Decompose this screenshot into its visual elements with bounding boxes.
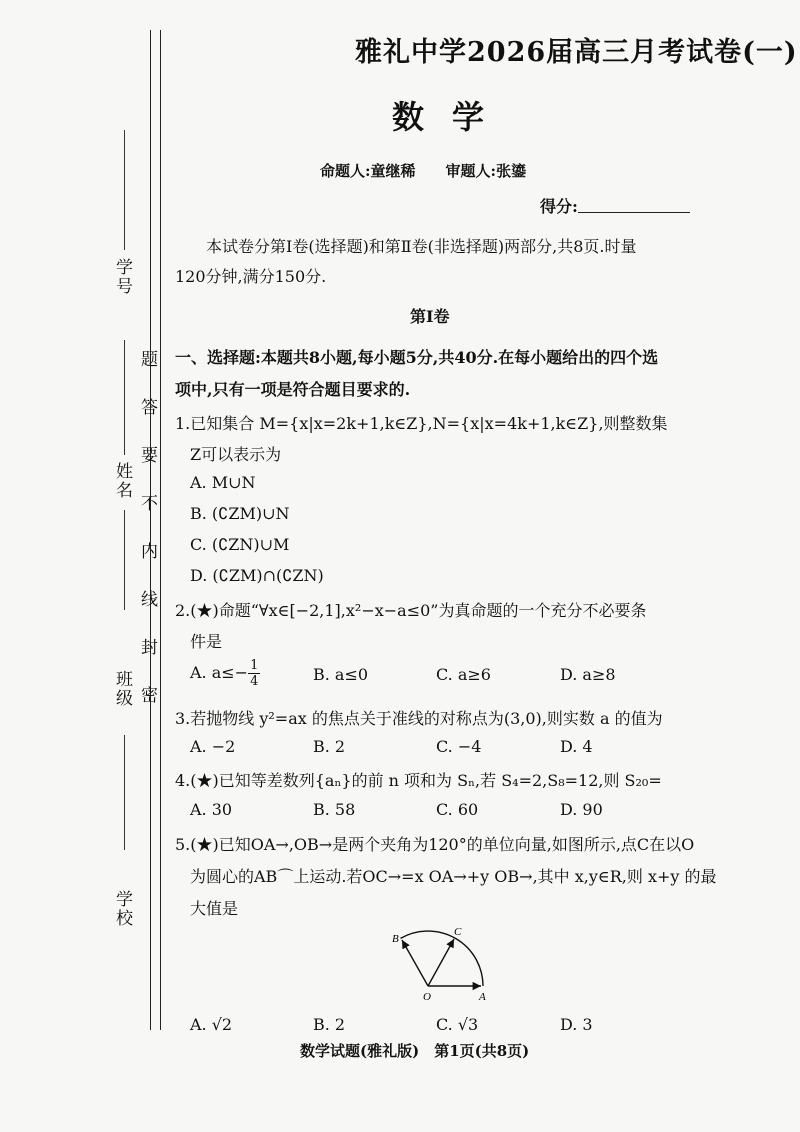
seal-char-1: 题 xyxy=(141,350,158,370)
q3-stem: 3.若抛物线 y²=ax 的焦点关于准线的对称点为(3,0),则实数 a 的值为 xyxy=(175,709,663,728)
q3-option-a[interactable]: A. −2 xyxy=(190,737,236,756)
q4-option-d[interactable]: D. 90 xyxy=(560,800,603,819)
q2-option-a-num: 1 xyxy=(250,658,259,673)
vector-ob xyxy=(402,940,428,986)
q2-option-a-fraction xyxy=(248,658,260,689)
seal-char-8: 密 xyxy=(141,686,158,706)
q4-option-a[interactable]: A. 30 xyxy=(190,800,233,819)
intro-line-1: 本试卷分第Ⅰ卷(选择题)和第Ⅱ卷(非选择题)两部分,共8页.时量 xyxy=(206,237,637,256)
class-name-gap-field[interactable] xyxy=(124,510,125,610)
q3-option-c[interactable]: C. −4 xyxy=(436,737,482,756)
q1-stem-2: Z可以表示为 xyxy=(190,445,282,464)
q4-stem: 4.(★)已知等差数列{aₙ}的前 n 项和为 Sₙ,若 S₄=2,S₈=12,则 S₂₀= xyxy=(175,771,662,790)
part1-instruction-2: 项中,只有一项是符合题目要求的. xyxy=(175,380,411,399)
authors-line: 命题人:童继稀 审题人:张鎏 xyxy=(320,162,527,180)
class-label: 班级 xyxy=(112,670,132,708)
q5-stem-1: 5.(★)已知OA→,OB→是两个夹角为120°的单位向量,如图所示,点C在以O xyxy=(175,835,695,854)
vector-oc xyxy=(428,939,454,986)
binding-line-outer xyxy=(150,30,151,1030)
school-label: 学校 xyxy=(112,890,132,928)
q1-option-b[interactable]: B. (∁ZM)∪N xyxy=(190,504,290,523)
student-id-label: 学号 xyxy=(112,258,132,296)
q1-stem-1: 1.已知集合 M={x|x=2k+1,k∈Z},N={x|x=4k+1,k∈Z},则整数集 xyxy=(175,414,668,433)
q4-option-c[interactable]: C. 60 xyxy=(436,800,479,819)
q5-option-c[interactable]: C. √3 xyxy=(436,1015,479,1034)
name-field[interactable] xyxy=(124,340,125,455)
q1-option-a[interactable]: A. M∪N xyxy=(190,473,256,492)
student-id-field[interactable] xyxy=(124,130,125,250)
seal-char-5: 内 xyxy=(141,542,158,562)
q5-option-b[interactable]: B. 2 xyxy=(313,1015,346,1034)
q3-option-b[interactable]: B. 2 xyxy=(313,737,346,756)
q3-option-d[interactable]: D. 4 xyxy=(560,737,593,756)
seal-char-7: 封 xyxy=(141,638,158,658)
label-o: O xyxy=(423,991,431,1003)
part1-instruction-1: 一、选择题:本题共8小题,每小题5分,共40分.在每小题给出的四个选 xyxy=(175,348,659,367)
q2-option-a-den: 4 xyxy=(250,674,259,689)
score-label: 得分: xyxy=(540,197,578,216)
binding-line-inner xyxy=(160,30,161,1030)
seal-char-6: 线 xyxy=(141,590,158,610)
q2-option-a-prefix: A. a≤− xyxy=(190,663,249,682)
seal-char-3: 要 xyxy=(141,446,158,466)
q5-stem-2: 为圆心的AB⌒上运动.若OC→=x OA→+y OB→,其中 x,y∈R,则 x+y 的最 xyxy=(190,867,717,886)
q2-stem-1: 2.(★)命题“∀x∈[−2,1],x²−x−a≤0”为真命题的一个充分不必要条 xyxy=(175,601,647,620)
seal-char-2: 答 xyxy=(141,398,158,418)
q2-option-c[interactable]: C. a≥6 xyxy=(436,665,491,684)
q5-option-d[interactable]: D. 3 xyxy=(560,1015,593,1034)
page-footer: 数学试题(雅礼版) 第1页(共8页) xyxy=(300,1042,530,1060)
q5-stem-3: 大值是 xyxy=(190,899,239,918)
intro-line-2: 120分钟,满分150分. xyxy=(175,267,327,286)
part1-title: 第Ⅰ卷 xyxy=(410,307,450,326)
q1-option-d[interactable]: D. (∁ZM)∩(∁ZN) xyxy=(190,566,324,585)
label-a: A xyxy=(479,991,486,1003)
q2-stem-2: 件是 xyxy=(190,632,223,651)
label-b: B xyxy=(392,933,399,945)
q5-figure xyxy=(378,920,508,1010)
subject-title: 数学 xyxy=(392,98,513,136)
exam-title: 雅礼中学2026届高三月考试卷(一) xyxy=(355,37,798,68)
q2-option-d[interactable]: D. a≥8 xyxy=(560,665,616,684)
name-label: 姓名 xyxy=(112,462,132,500)
score-field[interactable] xyxy=(578,212,690,213)
label-c: C xyxy=(454,926,462,938)
q4-option-b[interactable]: B. 58 xyxy=(313,800,356,819)
class-field[interactable] xyxy=(124,735,125,850)
q5-option-a[interactable]: A. √2 xyxy=(190,1015,233,1034)
q2-option-a[interactable] xyxy=(190,658,260,689)
seal-char-4: 不 xyxy=(141,494,158,514)
q2-option-b[interactable]: B. a≤0 xyxy=(313,665,369,684)
q1-option-c[interactable]: C. (∁ZN)∪M xyxy=(190,535,290,554)
